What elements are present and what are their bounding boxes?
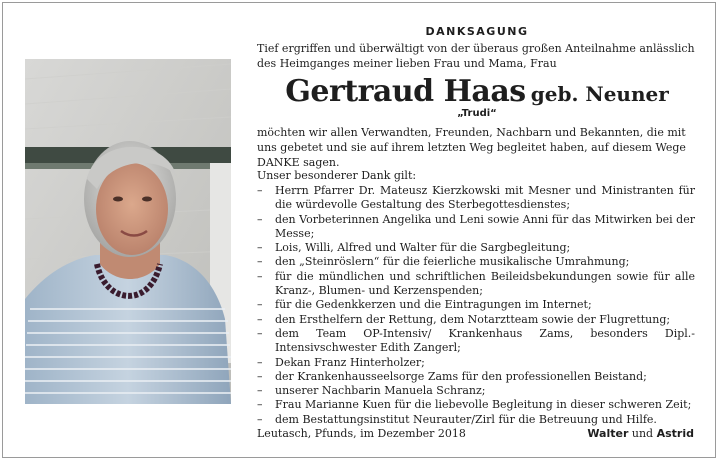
thanks-item-text: Herrn Pfarrer Dr. Mateusz Kierzkowski mit Mesner und Ministranten für die würdevolle Gestaltung des Sterbegottesdienstes; xyxy=(275,184,695,212)
signature xyxy=(587,427,694,440)
thanks-item xyxy=(257,241,695,255)
thanks-item xyxy=(257,184,695,213)
thanks-item-text: den Ersthelfern der Rettung, dem Notarztteam sowie der Flugrettung; xyxy=(275,312,671,326)
thanks-item-text: dem Team OP-Intensiv/ Krankenhaus Zams, besonders Dipl.-Intensivschwester Edith Zangerl; xyxy=(275,326,695,355)
thanks-paragraph: möchten wir allen Verwandten, Freunden, Nachbarn und Bekannten, die mit uns gebetet und sie auf ihrem letzten Weg begleitet haben, auf diesem Wege DANKE sagen. xyxy=(257,126,686,169)
maiden-name: geb. Neuner xyxy=(530,82,669,106)
bullet-dash: – xyxy=(257,384,263,398)
thanks-item xyxy=(257,327,695,356)
bullet-dash: – xyxy=(257,369,263,383)
signature-name-walter: Walter xyxy=(587,427,629,440)
signature-name-astrid: Astrid xyxy=(656,427,694,440)
notice-heading: DANKSAGUNG xyxy=(425,25,529,38)
bullet-dash: – xyxy=(257,312,263,326)
bullet-dash: – xyxy=(257,355,263,369)
thanks-item-text: den „Steinröslern“ für die feierliche musikalische Umrahmung; xyxy=(275,255,630,269)
thanks-item-text: für die mündlichen und schriftlichen Beileidsbekundungen sowie für alle Kranz-, Blumen- und Kerzenspenden; xyxy=(275,269,695,298)
bullet-dash: – xyxy=(257,255,263,269)
thanks-item xyxy=(257,213,695,242)
thanks-item xyxy=(257,298,695,312)
bullet-dash: – xyxy=(257,241,263,255)
thanks-item-text: den Vorbeterinnen Angelika und Leni sowie Anni für das Mitwirken bei der Messe; xyxy=(275,212,695,240)
thanks-item-text: für die Gedenkkerzen und die Eintragungen im Internet; xyxy=(275,298,592,312)
bullet-dash: – xyxy=(257,298,263,312)
thanks-item xyxy=(257,398,695,412)
thanks-item xyxy=(257,255,695,269)
bullet-dash: – xyxy=(257,269,263,283)
signature-conjunction: und xyxy=(631,427,654,440)
thanks-item-text: Dekan Franz Hinterholzer; xyxy=(275,355,425,369)
deceased-name xyxy=(257,74,697,109)
bullet-dash: – xyxy=(257,326,263,340)
special-thanks-intro: Unser besonderer Dank gilt: xyxy=(257,169,417,182)
place-date: Leutasch, Pfunds, im Dezember 2018 xyxy=(257,427,466,440)
thanks-item-text: dem Bestattungsinstitut Neurauter/Zirl für die Betreuung und Hilfe. xyxy=(275,412,657,426)
intro-text: Tief ergriffen und überwältigt von der überaus großen Anteilnahme anlässlich des Heimganges meiner lieben Frau und Mama, Frau xyxy=(257,42,695,70)
thanks-item-text: Frau Marianne Kuen für die liebevolle Begleitung in dieser schweren Zeit; xyxy=(275,398,692,412)
portrait-photo xyxy=(25,59,231,404)
thanks-item xyxy=(257,384,695,398)
bullet-dash: – xyxy=(257,212,263,226)
thanks-item xyxy=(257,413,695,427)
bullet-dash: – xyxy=(257,412,263,426)
thanks-item xyxy=(257,270,695,299)
deceased-full-name: Gertraud Haas xyxy=(285,74,526,109)
thanks-item-text: der Krankenhausseelsorge Zams für den professionellen Beistand; xyxy=(275,369,647,383)
thanks-list xyxy=(257,184,695,427)
thanks-item-text: unserer Nachbarin Manuela Schranz; xyxy=(275,384,486,398)
thanks-item xyxy=(257,356,695,370)
thanks-item xyxy=(257,370,695,384)
bullet-dash: – xyxy=(257,398,263,412)
thanks-item xyxy=(257,313,695,327)
thanks-item-text: Lois, Willi, Alfred und Walter für die Sargbegleitung; xyxy=(275,241,571,255)
bullet-dash: – xyxy=(257,184,263,197)
nickname: „Trudi“ xyxy=(457,108,497,119)
